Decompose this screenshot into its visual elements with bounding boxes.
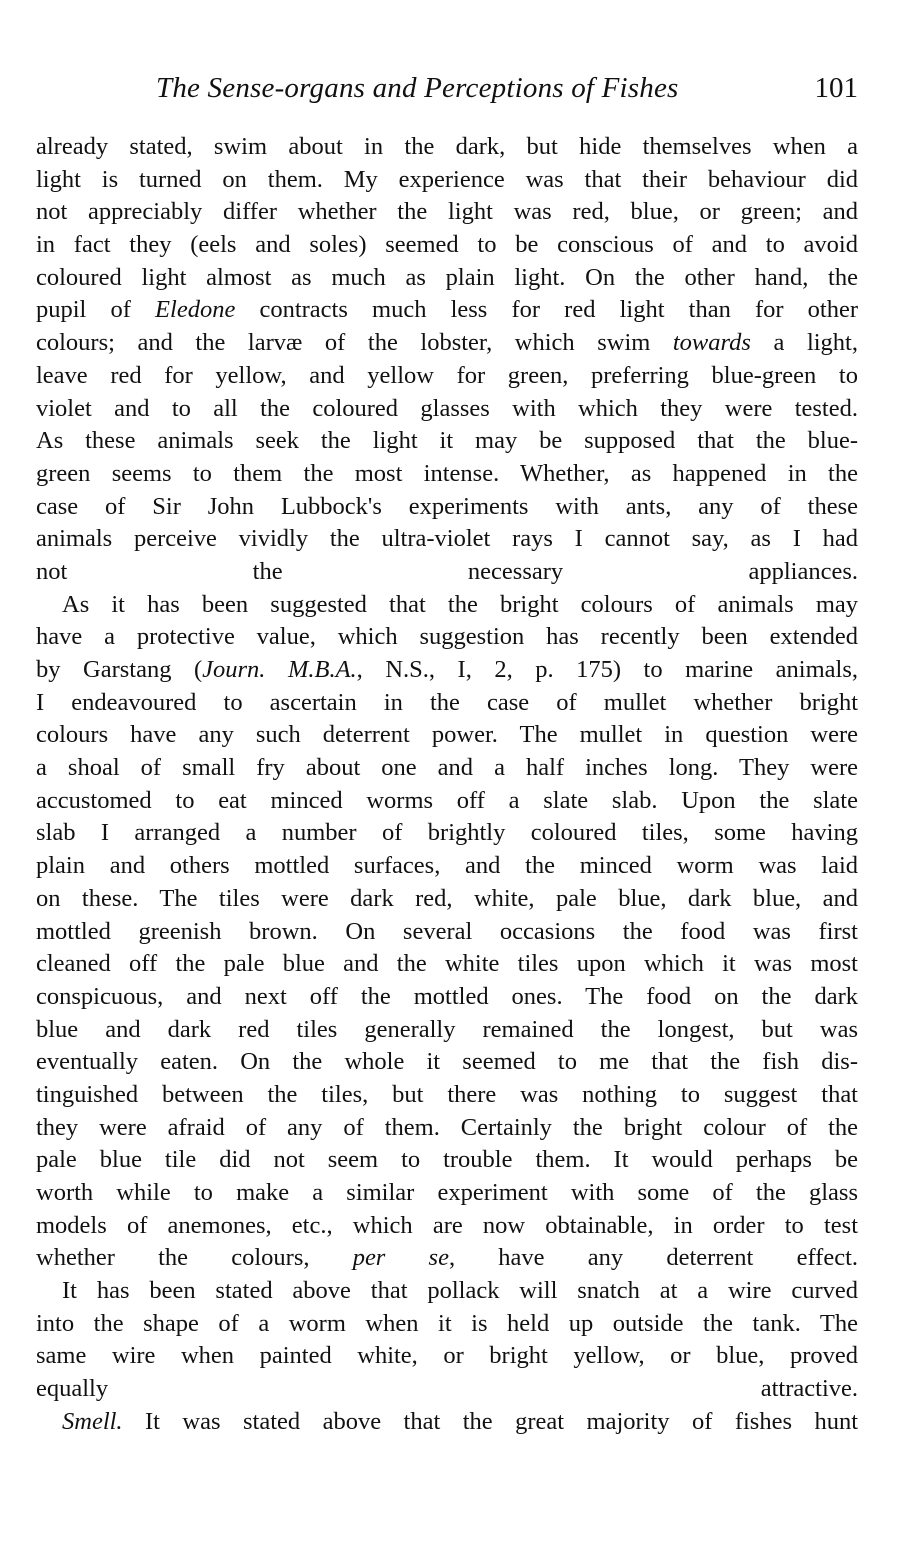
text-segment: slab I arranged a number of brightly coloured tiles, some having: [36, 819, 858, 847]
text-segment: I endeavoured to ascertain in the case of mullet whether bright: [36, 688, 858, 716]
text-line: [36, 425, 858, 458]
text-segment: plain and others mottled surfaces, and the minced worm was laid: [36, 852, 858, 880]
text-line-content: [36, 131, 858, 164]
running-title: The Sense-organs and Perceptions of Fishes: [156, 72, 679, 104]
text-line: [36, 916, 858, 949]
text-line-content: [62, 589, 858, 622]
text-line-content: [36, 327, 858, 360]
text-segment: , have any deterrent effect.: [448, 1244, 858, 1272]
text-segment: conspicuous, and next off the mottled ones. The food on the dark: [36, 982, 858, 1010]
text-line: [36, 752, 858, 785]
text-segment: blue and dark red tiles generally remained the longest, but was: [36, 1015, 858, 1043]
text-segment: It was stated above that the great majority of fishes hunt: [122, 1407, 858, 1435]
text-line: [36, 1177, 858, 1210]
text-segment: It has been stated above that pollack will snatch at a wire curved: [62, 1277, 858, 1305]
italic-text: Smell.: [62, 1407, 123, 1435]
text-segment: tinguished between the tiles, but there was nothing to suggest that: [36, 1080, 858, 1108]
text-line-content: [36, 883, 858, 916]
italic-text: Eledone: [155, 296, 236, 324]
italic-text: Journ. M.B.A.: [202, 656, 357, 683]
text-segment: pupil of: [36, 296, 156, 324]
text-segment: into the shape of a worm when it is held up outside the tank. The: [36, 1309, 858, 1337]
text-line-content: [36, 262, 858, 295]
text-segment: a shoal of small fry about one and a half inches long. They were: [36, 754, 858, 782]
text-line-content: [36, 1373, 858, 1406]
text-line-content: [36, 1177, 858, 1210]
text-line: [36, 719, 858, 752]
text-segment: colours; and the larvæ of the lobster, which swim: [36, 329, 673, 357]
text-line-content: [36, 229, 858, 262]
text-line: [36, 164, 858, 197]
text-line-content: [36, 1112, 858, 1145]
text-line: [36, 981, 858, 1014]
text-line: [36, 1079, 858, 1112]
text-segment: mottled greenish brown. On several occasions the food was first: [36, 917, 858, 945]
text-line: [36, 1112, 858, 1145]
text-line: [36, 1340, 858, 1373]
text-segment: eventually eaten. On the whole it seemed to me that the fish dis-: [36, 1048, 858, 1076]
text-line-content: [36, 916, 858, 949]
text-segment: accustomed to eat minced worms off a slate slab. Upon the slate: [36, 786, 858, 814]
text-line-content: [36, 1308, 858, 1341]
text-segment: not appreciably differ whether the light was red, blue, or green; and: [36, 198, 858, 226]
text-segment: same wire when painted white, or bright yellow, or blue, proved: [36, 1342, 858, 1370]
text-line: [36, 131, 858, 164]
text-line-content: [36, 491, 858, 524]
text-line: [36, 1406, 858, 1439]
text-line-content: [36, 556, 858, 589]
text-line: [36, 1373, 858, 1406]
text-segment: in fact they (eels and soles) seemed to be conscious of and to avoid: [36, 231, 858, 259]
text-segment: leave red for yellow, and yellow for green, preferring blue-green to: [36, 361, 858, 389]
text-segment: on these. The tiles were dark red, white, pale blue, dark blue, and: [36, 884, 858, 912]
text-line: [36, 621, 858, 654]
text-segment: by Garstang (: [36, 656, 203, 683]
text-segment: coloured light almost as much as plain light. On the other hand, the: [36, 263, 858, 291]
text-line: [36, 883, 858, 916]
italic-text: per se: [352, 1244, 449, 1272]
text-line-content: [36, 850, 858, 883]
text-line-content: [36, 621, 858, 654]
text-line: [36, 1046, 858, 1079]
text-line: [36, 654, 858, 687]
text-line-content: [36, 1144, 858, 1177]
body-text: [36, 131, 858, 1439]
text-line-content: [36, 1046, 858, 1079]
text-line: [36, 1242, 858, 1275]
text-line-content: [36, 654, 858, 687]
text-line: [36, 294, 858, 327]
text-line-content: [36, 523, 858, 556]
text-line-content: [36, 294, 858, 327]
italic-text: towards: [672, 329, 751, 357]
text-line: [36, 1144, 858, 1177]
text-segment: green seems to them the most intense. Whether, as happened in the: [36, 459, 858, 487]
text-line: [36, 523, 858, 556]
text-line-content: [36, 752, 858, 785]
text-segment: contracts much less for red light than for other: [235, 296, 858, 324]
text-line: [36, 589, 858, 622]
text-line: [36, 491, 858, 524]
text-line: [36, 1014, 858, 1047]
text-line: [36, 393, 858, 426]
text-segment: animals perceive vividly the ultra-violet rays I cannot say, as I had: [36, 525, 858, 553]
page-number: 101: [814, 72, 858, 104]
text-line: [36, 229, 858, 262]
text-line: [36, 360, 858, 393]
text-segment: pale blue tile did not seem to trouble them. It would perhaps be: [36, 1146, 858, 1174]
text-line: [36, 1275, 858, 1308]
text-line-content: [36, 1242, 858, 1275]
text-line: [36, 785, 858, 818]
text-line-content: [36, 687, 858, 720]
text-line-content: [36, 785, 858, 818]
text-line-content: [36, 1340, 858, 1373]
page-header: [36, 72, 858, 116]
text-segment: , N.S., I, 2, p. 175) to marine animals,: [356, 656, 858, 683]
text-line-content: [36, 425, 858, 458]
text-line: [36, 1210, 858, 1243]
text-line: [36, 687, 858, 720]
text-line-content: [62, 1275, 858, 1308]
text-line: [36, 556, 858, 589]
text-segment: models of anemones, etc., which are now obtainable, in order to test: [36, 1211, 858, 1239]
text-line-content: [36, 817, 858, 850]
text-line: [36, 196, 858, 229]
text-segment: they were afraid of any of them. Certainly the bright colour of the: [36, 1113, 858, 1141]
text-segment: case of Sir John Lubbock's experiments with ants, any of these: [36, 492, 858, 520]
text-line-content: [36, 1079, 858, 1112]
text-segment: have a protective value, which suggestion has recently been extended: [36, 623, 858, 651]
text-line-content: [36, 719, 858, 752]
text-line: [36, 262, 858, 295]
text-line-content: [36, 1014, 858, 1047]
text-segment: light is turned on them. My experience was that their behaviour did: [36, 165, 858, 193]
text-segment: whether the colours,: [36, 1244, 353, 1272]
text-segment: equally attractive.: [36, 1375, 858, 1403]
text-segment: As these animals seek the light it may be supposed that the blue-: [36, 427, 858, 455]
text-line: [36, 458, 858, 491]
text-line-content: [36, 1210, 858, 1243]
text-segment: colours have any such deterrent power. The mullet in question were: [36, 721, 858, 749]
text-line-content: [36, 164, 858, 197]
text-segment: cleaned off the pale blue and the white tiles upon which it was most: [36, 950, 858, 978]
text-line: [36, 327, 858, 360]
text-line-content: [36, 196, 858, 229]
text-line: [36, 948, 858, 981]
text-line-content: [36, 981, 858, 1014]
text-line-content: [36, 393, 858, 426]
text-line: [36, 850, 858, 883]
text-segment: worth while to make a similar experiment with some of the glass: [36, 1179, 858, 1206]
text-line-content: [62, 1406, 858, 1439]
text-line: [36, 1308, 858, 1341]
text-line: [36, 817, 858, 850]
text-line-content: [36, 360, 858, 393]
text-line-content: [36, 458, 858, 491]
text-line-content: [36, 948, 858, 981]
text-segment: already stated, swim about in the dark, but hide themselves when a: [36, 133, 858, 160]
text-segment: a light,: [750, 329, 858, 357]
text-segment: As it has been suggested that the bright colours of animals may: [62, 590, 858, 618]
text-segment: not the necessary appliances.: [36, 557, 858, 585]
text-segment: violet and to all the coloured glasses with which they were tested.: [36, 394, 858, 422]
